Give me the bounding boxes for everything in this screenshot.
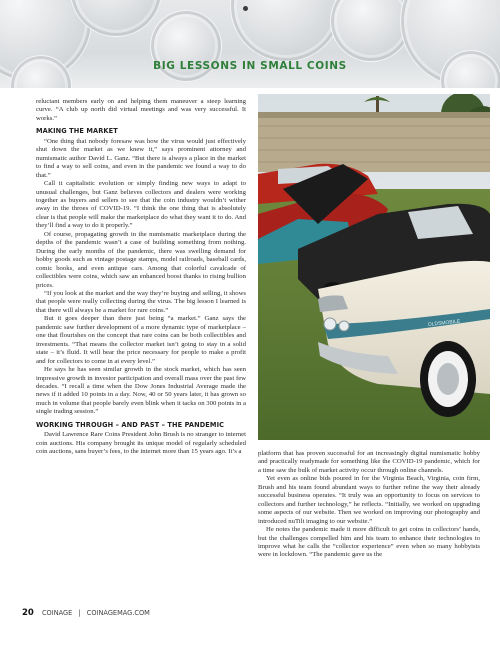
coin-decoration	[330, 0, 412, 62]
paragraph: Call it capitalistic evolution or simply finding new ways to adapt to unusual challenges, but Ganz believes collectors and dealers were working together as buyers and sellers to see that the coin industry wouldn’t wither away in the throes of COVID-19. “I think the one thing that is absolutely clear is that people will make the marketplace do what they want it to do. And they’ll find a way to do it properly.”	[36, 180, 246, 230]
page-banner	[0, 0, 500, 88]
paragraph: Yet even as online bids poured in for the Virginia Beach, Virginia, coin firm, Brush and his team found abundant ways to further refine the way their already successful business operates. “It truly was an opportunity to focus on services to collectors and further technology,” he reflects. “Initially, we worked on upgrading some aspects of our website. Then we worked on improving our photography and introduced nuTilt imaging to our website.”	[258, 475, 480, 525]
page-number: 20	[22, 608, 34, 618]
paragraph: He says he has seen similar growth in the stock market, which has seen impressive growth in investor participation and overall mass over the past few decades. “I recall a time when the Dow Jones Industrial Average made the news if it added 10 points in a day. Now, 40 or 50 years later, it has grown so much in volume that people barely even blink when it tacks on 300 points in a single trading session.”	[36, 366, 246, 416]
article-column-left	[36, 98, 246, 457]
paragraph: But it goes deeper than there just being “a market.” Ganz says the pandemic saw further development of a more dynamic type of marketplace – one that flourishes on the concept that rare coins can be both collectibles and investments. “That means the collector market isn’t going to stay in a solid state – it’s fluid. It will bear the price necessary for people to make a profit and for collectors to come in at every level.”	[36, 315, 246, 365]
paragraph: Of course, propagating growth in the numismatic marketplace during the depths of the pandemic wasn’t a case of building something from nothing. During the early months of the pandemic, there was swelling demand for hobby goods such as vintage postage stamps, model railroads, baseball cards, comic books, and even antique cars. Among that colorful cavalcade of collectibles were coins, which saw an enhanced boost thanks to rising bullion prices.	[36, 230, 246, 289]
paragraph: platform that has proven successful for an increasingly digital numismatic hobby and practically readymade for something like the COVID-19 pandemic, which for a time saw the bulk of market activity occur through online channels.	[258, 450, 480, 474]
footer-separator: |	[78, 609, 81, 617]
section-heading: WORKING THROUGH – AND PAST – THE PANDEMIC	[36, 420, 225, 429]
section-heading: MAKING THE MARKET	[36, 127, 118, 136]
article-column-right	[258, 450, 480, 560]
paragraph: David Lawrence Rare Coins President John Brush is no stranger to internet coin auctions. His company brought its unique model of regularly scheduled coin auctions, sans buyer’s fees, to the internet more than 15 years ago. It’s a	[36, 431, 246, 456]
car-show-image	[258, 94, 490, 440]
paragraph: reluctant members early on and helping them maneuver a steep learning curve. “A club up north did virtual meetings and was very successful. It works.”	[36, 98, 246, 122]
magazine-website[interactable]: COINAGEMAG.COM	[86, 609, 150, 617]
svg-text:OLDSMOBILE: OLDSMOBILE	[427, 318, 461, 328]
paragraph: “One thing that nobody foresaw was how the virus would just effectively shut down the market as we knew it,” says prominent attorney and numismatic author David L. Ganz. “But there is always a place in the market to find a way to sell coins, and even in the pandemic we found a way to do that.”	[36, 137, 246, 179]
section-title: BIG LESSONS IN SMALL COINS	[153, 60, 347, 72]
magazine-name: COINAGE	[41, 609, 73, 617]
classic-cars-photo	[258, 94, 490, 440]
banner-dot-icon	[243, 6, 248, 11]
page-footer	[22, 608, 150, 618]
paragraph: He notes the pandemic made it more difficult to get coins in collectors’ hands, but the challenges compelled him and his team to enhance their technologies to improve what he calls the “collector experience” even when so many hobbyists were in lockdown. “The pandemic gave us the	[258, 526, 480, 559]
paragraph: “If you look at the market and the way they’re buying and selling, it shows that people were really collecting during the virus. The big lesson I learned is that there will always be a market for rare coins.”	[36, 289, 246, 314]
